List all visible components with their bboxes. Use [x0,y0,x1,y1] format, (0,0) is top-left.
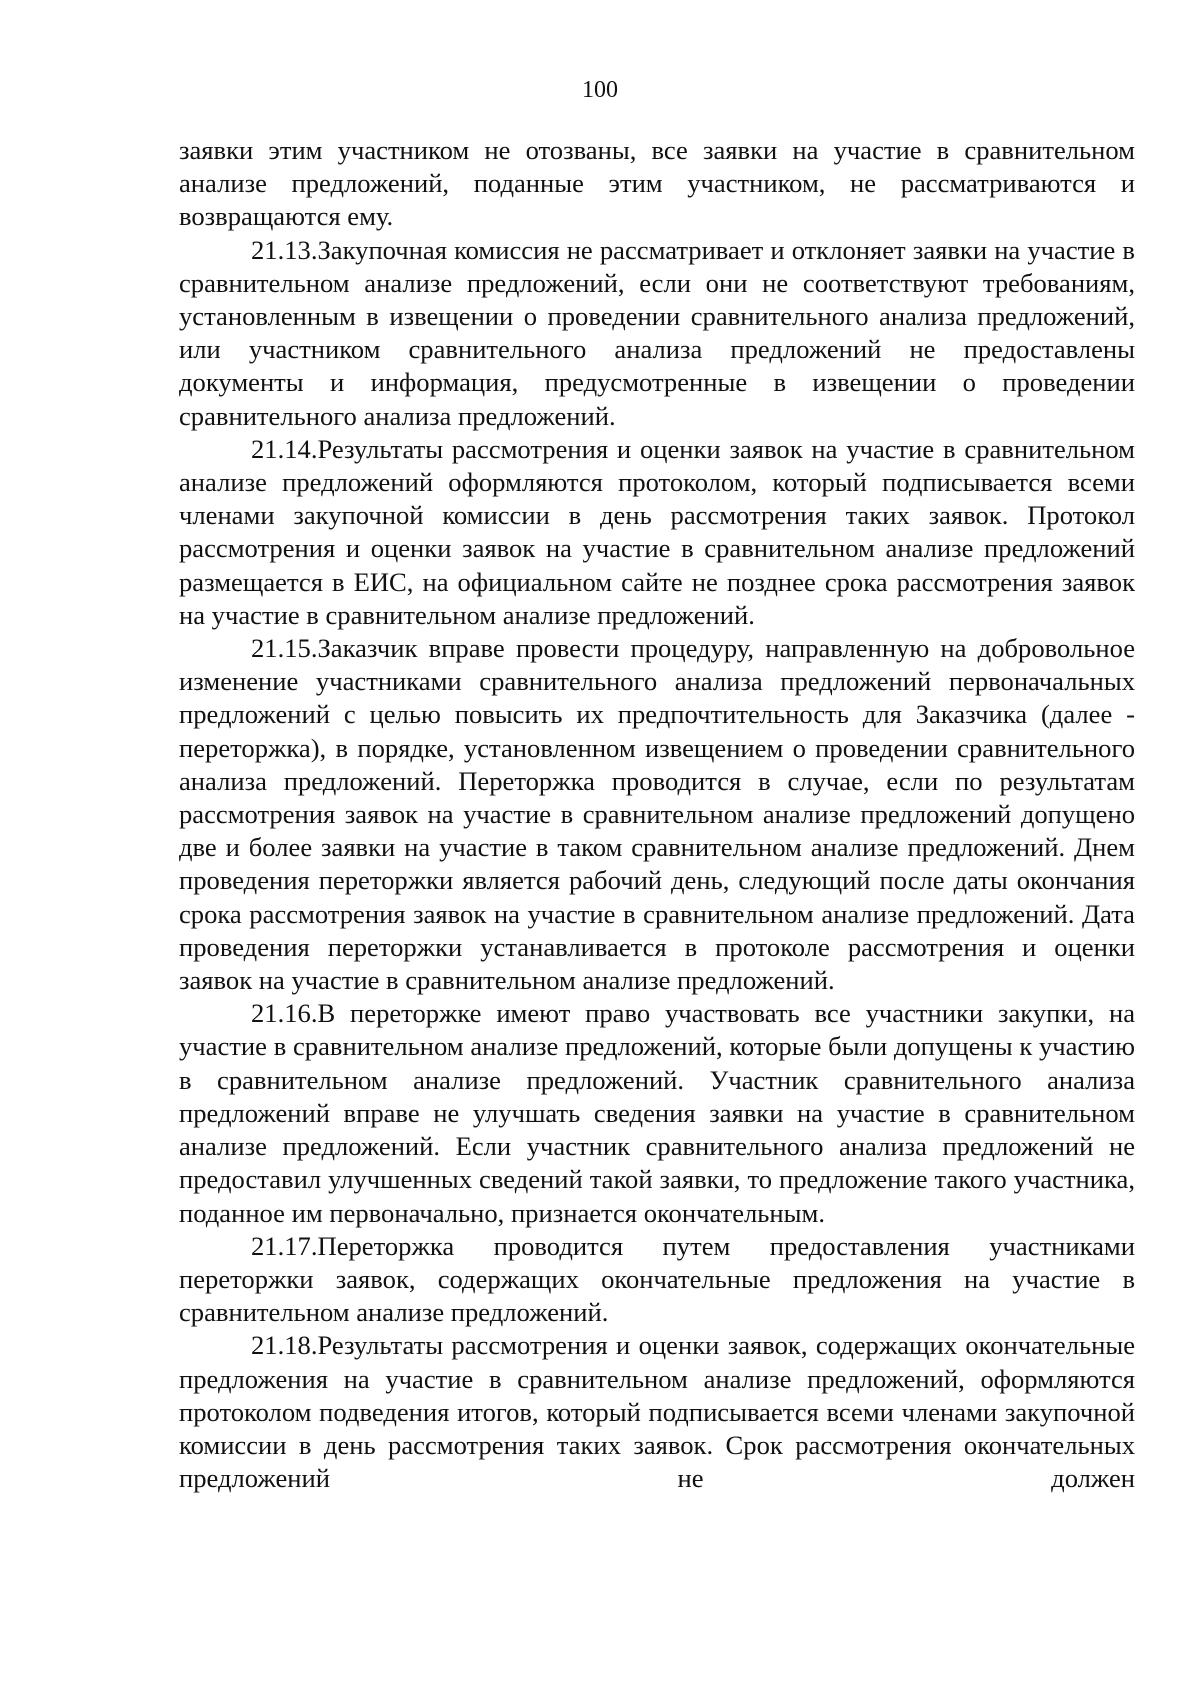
paragraph-21-13: 21.13.Закупочная комиссия не рассматривает и отклоняет заявки на участие в сравнительном анализе предложений, если они не соответствуют требованиям, установленным в извещении о проведении сравнительного анализа предложений, или участником сравнительного анализа предложений не предоставлены документы и информация, предусмотренные в извещении о проведении сравнительного анализа предложений. [179,234,1135,431]
document-body [179,134,1135,1495]
page-number: 100 [582,77,618,103]
paragraph-21-18: 21.18.Результаты рассмотрения и оценки заявок, содержащих окончательные предложения на участие в сравнительном анализе предложений, оформляются протоколом подведения итогов, который подписывается всеми членами закупочной комиссии в день рассмотрения таких заявок. Срок рассмотрения окончательных предложений не должен [179,1330,1135,1494]
paragraph-21-16: 21.16.В переторжке имеют право участвовать все участники закупки, на участие в сравнительном анализе предложений, которые были допущены к участию в сравнительном анализе предложений. Участник сравнительного анализа предложений вправе не улучшать сведения заявки на участие в сравнительном анализе предложений. Если участник сравнительного анализа предложений не предоставил улучшенных сведений такой заявки, то предложение такого участника, поданное им первоначально, признается окончательным. [179,998,1135,1228]
paragraph-21-15: 21.15.Заказчик вправе провести процедуру, направленную на добровольное изменение участниками сравнительного анализа предложений первоначальных предложений с целью повысить их предпочтительность для Заказчика (далее - переторжка), в порядке, установленном извещением о проведении сравнительного анализа предложений. Переторжка проводится в случае, если по результатам рассмотрения заявок на участие в сравнительном анализе предложений допущено две и более заявки на участие в таком сравнительном анализе предложений. Днем проведения переторжки является рабочий день, следующий после даты окончания срока рассмотрения заявок на участие в сравнительном анализе предложений. Дата проведения переторжки устанавливается в протоколе рассмотрения и оценки заявок на участие в сравнительном анализе предложений. [179,633,1135,996]
paragraph-21-17: 21.17.Переторжка проводится путем предоставления участниками переторжки заявок, содержащих окончательные предложения на участие в сравнительном анализе предложений. [179,1230,1135,1328]
paragraph-continuation: заявки этим участником не отозваны, все заявки на участие в сравнительном анализе предложений, поданные этим участником, не рассматриваются и возвращаются ему. [179,135,1135,232]
paragraph-21-14: 21.14.Результаты рассмотрения и оценки заявок на участие в сравнительном анализе предложений оформляются протоколом, который подписывается всеми членами закупочной комиссии в день рассмотрения таких заявок. Протокол рассмотрения и оценки заявок на участие в сравнительном анализе предложений размещается в ЕИС, на официальном сайте не позднее срока рассмотрения заявок на участие в сравнительном анализе предложений. [179,433,1135,630]
